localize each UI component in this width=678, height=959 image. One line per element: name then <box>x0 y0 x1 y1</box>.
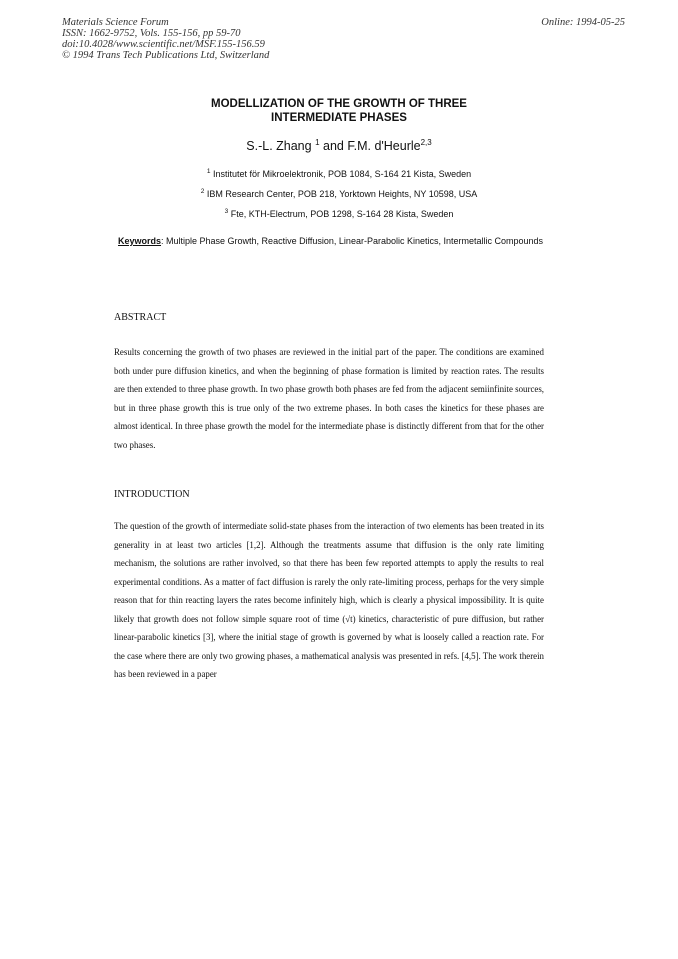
journal-name: Materials Science Forum <box>62 17 169 28</box>
affiliation <box>0 163 678 183</box>
author-name: F.M. d'Heurle <box>347 139 421 154</box>
title-line: MODELLIZATION OF THE GROWTH OF THREE <box>211 98 467 110</box>
author-name: S.-L. Zhang <box>246 139 312 154</box>
title-line: INTERMEDIATE PHASES <box>271 112 407 124</box>
journal-header <box>62 17 269 61</box>
abstract-heading: ABSTRACT <box>114 312 167 323</box>
copyright-line: © 1994 Trans Tech Publications Ltd, Switzerland <box>62 50 270 61</box>
affiliation-text: Institutet för Mikroelektronik, POB 1084, S-164 21 Kista, Sweden <box>213 169 472 179</box>
affiliation-number: 1 <box>206 168 211 175</box>
affiliation-text: Fte, KTH-Electrum, POB 1298, S-164 28 Kista, Sweden <box>230 209 454 219</box>
introduction-heading: INTRODUCTION <box>114 489 190 500</box>
author-affiliation-mark: 1 <box>315 138 320 147</box>
online-date: Online: 1994-05-25 <box>541 17 625 28</box>
introduction-text: The question of the growth of intermediate solid-state phases from the interaction of two elements has been treated in its generality in at least two articles [1,2]. Although the treatments assume that diffusion is the only rate limiting mechanism, the solutions are rather involved, so that there has been few reported attempts to apply the results to real experimental conditions. As a matter of fact diffusion is rarely the only rate-limiting process, perhaps for the very simple reason that for thin reacting layers the rates become infinitely high, which is clearly a physical impossibility. It is quite likely that growth does not follow simple square root of time (√t) kinetics, characteristic of pure diffusion, but rather linear-parabolic kinetics [3], where the initial stage of growth is governed by what is loosely called a reaction rate. For the case where there are only two growing phases, a mathematical analysis was presented in refs. [4,5]. The work therein has been reviewed in a paper <box>114 521 544 679</box>
keywords-label: Keywords <box>118 236 162 246</box>
author-conjunction: and <box>323 139 344 154</box>
doi-line: doi:10.4028/www.scientific.net/MSF.155-156.59 <box>62 39 265 50</box>
paper-title <box>0 97 678 125</box>
affiliation-text: IBM Research Center, POB 218, Yorktown Heights, NY 10598, USA <box>206 189 478 199</box>
affiliation <box>0 183 678 203</box>
affiliation-list <box>0 163 678 223</box>
affiliation-number: 3 <box>224 208 229 215</box>
affiliation <box>0 203 678 223</box>
issn-line: ISSN: 1662-9752, Vols. 155-156, pp 59-70 <box>62 28 241 39</box>
keywords <box>118 236 558 246</box>
abstract-text: Results concerning the growth of two phases are reviewed in the initial part of the paper. The conditions are examined both under pure diffusion kinetics, and when the beginning of phase formation is limited by reaction rates. The results are then extended to three phase growth. In two phase growth both phases are fed from the adjacent semiinfinite sources, but in three phase growth this is true only of the two extreme phases. In both cases the kinetics for these phases are almost identical. In three phase growth the model for the intermediate phase is distinctly different from that for the other two phases. <box>114 347 544 450</box>
affiliation-number: 2 <box>200 188 205 195</box>
keywords-text: : Multiple Phase Growth, Reactive Diffusion, Linear-Parabolic Kinetics, Intermetallic Compounds <box>161 236 544 246</box>
author-list <box>0 138 678 153</box>
author-affiliation-mark: 2,3 <box>420 138 432 147</box>
